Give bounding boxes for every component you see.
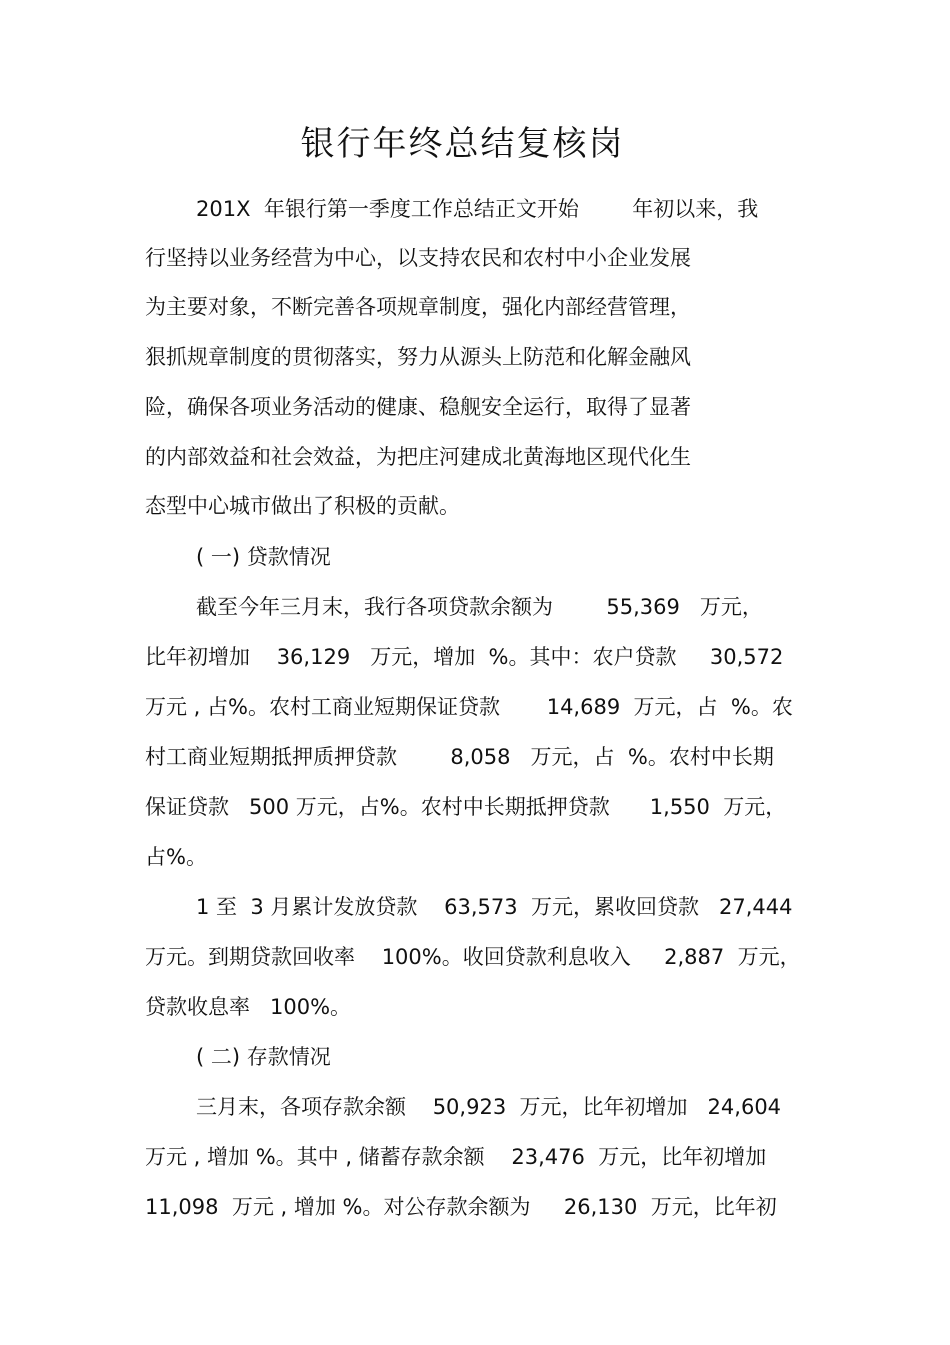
body-line: 险，确保各项业务活动的健康、稳舰安全运行，取得了显著	[145, 395, 691, 419]
body-line: 三月末，各项存款余额 50,923 万元，比年初增加 24,604	[196, 1095, 782, 1119]
body-line: 截至今年三月末，我行各项贷款余额为 55,369 万元，	[196, 595, 763, 619]
body-line: 万元 , 占%。农村工商业短期保证贷款 14,689 万元，占 %。农	[145, 695, 793, 719]
section-heading: ( 二) 存款情况	[196, 1045, 331, 1069]
body-line: 占%。	[145, 845, 207, 869]
body-line: 态型中心城市做出了积极的贡献。	[145, 494, 460, 518]
body-line: 万元。到期贷款回收率 100%。收回贷款利息收入 2,887 万元，	[145, 945, 801, 969]
body-line: 狠抓规章制度的贯彻落实，努力从源头上防范和化解金融风	[145, 345, 691, 369]
body-line: 的内部效益和社会效益，为把庄河建成北黄海地区现代化生	[145, 445, 691, 469]
section-heading: ( 一) 贷款情况	[196, 545, 331, 569]
body-line: 比年初增加 36,129 万元，增加 %。其中：农户贷款 30,572	[145, 645, 784, 669]
body-line: 万元 , 增加 %。其中 , 储蓄存款余额 23,476 万元，比年初增加	[145, 1145, 767, 1169]
body-line: 1 至 3 月累计发放贷款 63,573 万元，累收回贷款 27,444	[196, 895, 793, 919]
body-line: 行坚持以业务经营为中心，以支持农民和农村中小企业发展	[145, 246, 691, 270]
body-line: 为主要对象，不断完善各项规章制度，强化内部经营管理，	[145, 295, 691, 319]
body-line: 11,098 万元 , 增加 %。对公存款余额为 26,130 万元，比年初	[145, 1195, 777, 1219]
body-line: 村工商业短期抵押质押贷款 8,058 万元，占 %。农村中长期	[145, 745, 774, 769]
document-title: 银行年终总结复核岗	[300, 124, 625, 164]
body-line: 贷款收息率 100%。	[145, 995, 352, 1019]
body-line: 201X 年银行第一季度工作总结正文开始 年初以来，我	[196, 197, 759, 221]
body-line: 保证贷款 500 万元，占%。农村中长期抵押贷款 1,550 万元，	[145, 795, 787, 819]
